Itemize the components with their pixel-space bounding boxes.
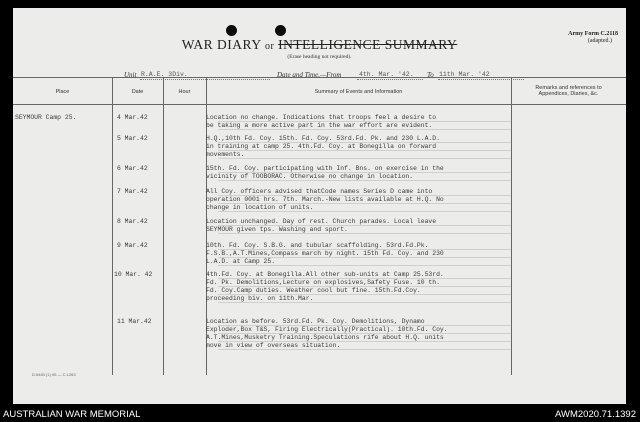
col-header-summary: Summary of Events and Information: [314, 89, 403, 95]
entry-summary-line: F.S.B.,A.T.Mines,Compass march by night. 15th Fd. Coy. and 230: [206, 250, 444, 257]
entry-summary-line: movements.: [206, 151, 245, 158]
entry-summary-line: Location as before. 53rd.Fd. Pk. Coy. Demolitions, Dynamo: [206, 318, 425, 325]
entry-summary-line: Exploder,Box T&S, Firing Electrically(Practical). 10th.Fd. Coy.: [206, 326, 448, 333]
unit-date-line: [13, 71, 626, 81]
binder-hole-right: [275, 25, 286, 36]
col-header-hour: Hour: [178, 89, 191, 95]
entry-summary-line: Location no change. Indications that troops feel a desire to: [206, 114, 437, 121]
entry-summary-line: be taking a more active part in the war effort are evident.: [206, 122, 433, 129]
erase-note: (Erase heading not required).: [287, 54, 352, 60]
unit-label: Unit: [124, 71, 137, 79]
entry-date: 4 Mar.42: [117, 114, 148, 121]
entry-summary-line: 15th. Fd. Coy. participating with Inf. Bns. on exercise in the: [206, 165, 444, 172]
entry-summary-line: 10th. Fd. Coy. S.B.G. and tubular scaffolding. 53rd.Fd.Pk.: [206, 242, 429, 249]
entry-summary-line: A.T.Mines,Musketry Training.Speculations rife about H.Q. units: [206, 334, 444, 341]
entry-summary-line: operation 0001 hrs. 7th. March.-New lists available at H.Q. No: [206, 196, 444, 203]
table-top-border: [13, 77, 626, 78]
entry-place: SEYMOUR Camp 25.: [15, 114, 77, 121]
credit-left: AUSTRALIAN WAR MEMORIAL: [3, 409, 141, 420]
entry-summary-line: Fd. Pk. Demolitions,Lecture on explosives,Safety Fuse. 10 th.: [206, 279, 440, 286]
entry-summary-line: Location unchanged. Day of rest. Church parades. Local leave: [206, 218, 437, 225]
entry-summary-line: proceeding biv. on 11th.Mar.: [206, 295, 314, 302]
credit-right: AWM2020.71.1392: [555, 409, 636, 420]
date-to-value: 11th Mar. '42: [439, 71, 490, 78]
entry-summary-line: All Coy. officers advised thatCode names Series D came into: [206, 188, 433, 195]
entry-summary-line: move in view of overseas situation.: [206, 342, 341, 349]
unit-value: R.A.E. 3Div.: [141, 71, 188, 78]
entry-summary-line: L.A.D. at Camp 25.: [206, 258, 276, 265]
entry-summary-line: in training at camp 25. 4th.Fd. Coy. at Bonegilla on forward: [206, 143, 437, 150]
unit-dotted-line: [140, 79, 270, 80]
table-header-border: [13, 104, 626, 105]
col-header-remarks: Remarks and references to Appendices, Diaries, &c.: [535, 85, 602, 97]
army-form-label: Army Form C.2118 (adapted.): [568, 31, 618, 44]
date-from-dotted-line: [357, 79, 423, 80]
entry-summary-line: change in location of units.: [206, 204, 314, 211]
entry-date: 7 Mar.42: [117, 188, 148, 195]
entry-date: 10 Mar. 42: [114, 271, 153, 278]
entry-summary-line: 4th.Fd. Coy. at Bonegilla.All other sub-units at Camp 25.53rd.: [206, 271, 444, 278]
print-code: D.5483 (1) 95 — C.1263: [32, 372, 76, 377]
war-diary-sheet: [13, 8, 626, 404]
col-divider-date: [163, 77, 164, 375]
date-to-label: To: [427, 71, 434, 79]
col-divider-summary: [511, 77, 512, 375]
entry-summary-line: SEYMOUR given tps. Washing and sport.: [206, 226, 348, 233]
entry-date: 5 Mar.42: [117, 135, 148, 142]
entry-date: 9 Mar.42: [117, 242, 148, 249]
entry-date: 6 Mar.42: [117, 165, 148, 172]
entry-summary-line: vicinity of TOOBORAC. Otherwise no change in location.: [206, 173, 414, 180]
entry-date: 11 Mar.42: [117, 318, 152, 325]
entry-date: 8 Mar.42: [117, 218, 148, 225]
binder-hole-left: [226, 25, 237, 36]
date-from-value: 4th. Mar. '42.: [359, 71, 414, 78]
entry-summary-line: H.Q.,10th Fd. Coy. 15th. Fd. Coy. 53rd.Fd. Pk. and 230 L.A.D.: [206, 135, 440, 142]
entry-ruling: [218, 158, 511, 159]
document-title: WAR DIARY or INTELLIGENCE SUMMARY: [181, 37, 458, 52]
col-header-place: Place: [55, 89, 70, 95]
entry-summary-line: Fd. Coy.Camp duties. Weather cool but fine. 15th.Fd.Coy.: [206, 287, 421, 294]
col-header-date: Date: [131, 89, 144, 95]
col-divider-place: [112, 77, 113, 375]
date-from-label: Date and Time.—From: [277, 71, 342, 79]
